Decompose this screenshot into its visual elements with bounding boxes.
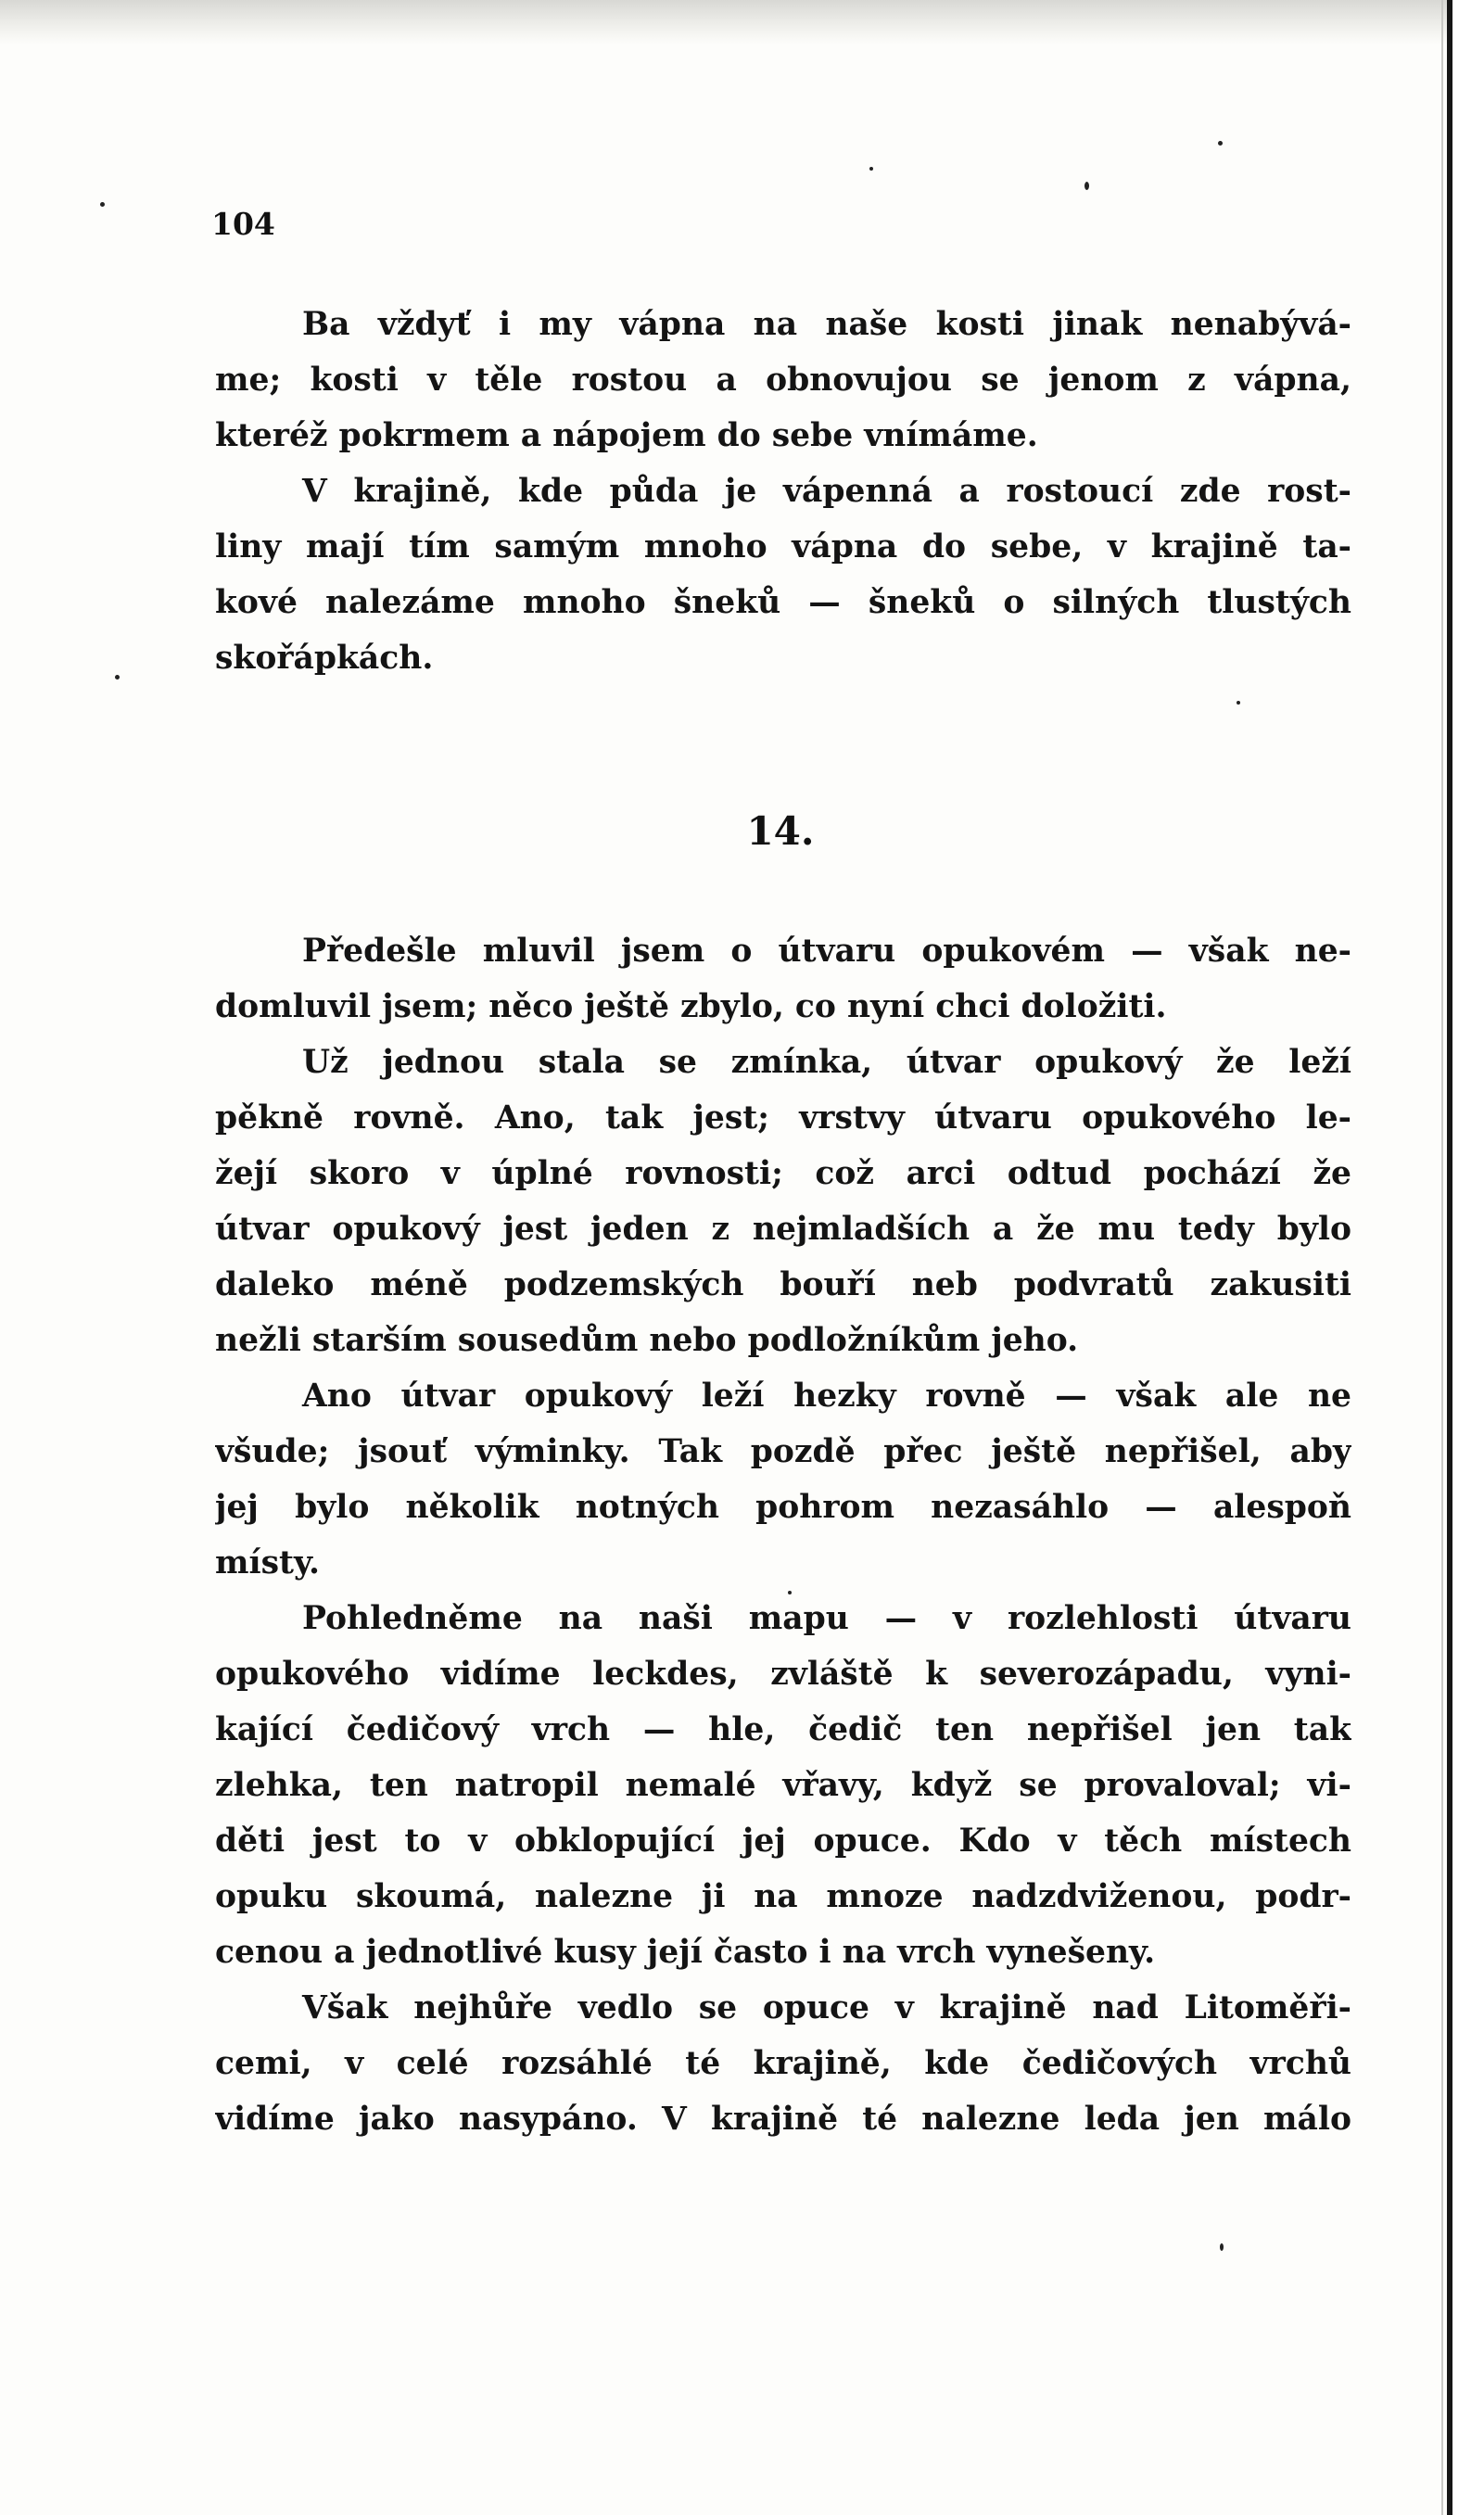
page-binding-edge [1447,0,1484,2515]
print-speck [1218,141,1223,146]
text-line: me; kosti v těle rostou a obnovujou se jenom z vápna, [215,362,1351,399]
text-line: žejí skoro v úplné rovnosti; což arci odtud pochází že [215,1155,1351,1192]
text-line: vidíme jako nasypáno. V krajině té nalezne leda jen málo [215,2101,1351,2138]
text-line: Ba vždyť i my vápna na naše kosti jinak nenabývá- [302,306,1351,343]
text-line: opuku skoumá, nalezne ji na mnoze nadzdviženou, podr- [215,1878,1351,1915]
page-edge-line [1441,0,1443,2515]
text-block-section-14 [215,923,1351,2147]
text-line: zlehka, ten natropil nemalé vřavy, když se provaloval; vi- [215,1767,1351,1804]
text-line: Pohledněme na naši mapu — v rozlehlosti útvaru [302,1600,1351,1637]
text-line: skořápkách. [215,640,434,677]
text-line: cenou a jednotlivé kusy její často i na vrch vynešeny. [215,1934,1156,1971]
text-line: pěkně rovně. Ano, tak jest; vrstvy útvaru opukového le- [215,1099,1351,1137]
print-speck [1220,2243,1224,2251]
text-line: liny mají tím samým mnoho vápna do sebe, v krajině ta- [215,528,1351,565]
text-line: nežli starším sousedům nebo podložníkům jeho. [215,1322,1079,1359]
text-line: útvar opukový jest jeden z nejmladších a že mu tedy bylo [215,1211,1351,1248]
page-top-edge-shadow [0,0,1484,44]
text-line: místy. [215,1544,321,1581]
text-block-intro [215,297,1351,686]
section-heading: 14. [746,808,815,854]
text-line: V krajině, kde půda je vápenná a rostoucí zde rost- [302,473,1351,510]
print-speck [1237,701,1240,705]
print-speck [869,167,873,171]
text-line: Předešle mluvil jsem o útvaru opukovém — však ne- [302,933,1351,970]
print-speck [1084,182,1089,190]
text-line: všude; jsouť výminky. Tak pozdě přec ještě nepřišel, aby [215,1433,1351,1470]
text-line: kteréž pokrmem a nápojem do sebe vnímáme. [215,417,1038,454]
text-line: opukového vidíme leckdes, zvláště k severozápadu, vyni- [215,1656,1351,1693]
text-line: domluvil jsem; něco ještě zbylo, co nyní chci doložiti. [215,988,1167,1025]
text-line: daleko méně podzemských bouří neb podvratů zakusiti [215,1266,1351,1303]
print-speck [100,202,105,207]
text-line: Ano útvar opukový leží hezky rovně — však ale ne [302,1378,1351,1415]
text-line: kové nalezáme mnoho šneků — šneků o silných tlustých [215,584,1351,621]
text-line: jej bylo několik notných pohrom nezasáhlo — alespoň [215,1489,1351,1526]
page-number: 104 [211,206,275,242]
print-speck [115,675,120,680]
text-line: Už jednou stala se zmínka, útvar opukový že leží [302,1044,1351,1081]
text-line: děti jest to v obklopující jej opuce. Kdo v těch místech [215,1823,1351,1860]
text-line: kající čedičový vrch — hle, čedič ten nepřišel jen tak [215,1711,1351,1748]
text-line: cemi, v celé rozsáhlé té krajině, kde čedičových vrchů [215,2045,1351,2082]
text-line: Však nejhůře vedlo se opuce v krajině nad Litoměři- [302,1989,1351,2026]
